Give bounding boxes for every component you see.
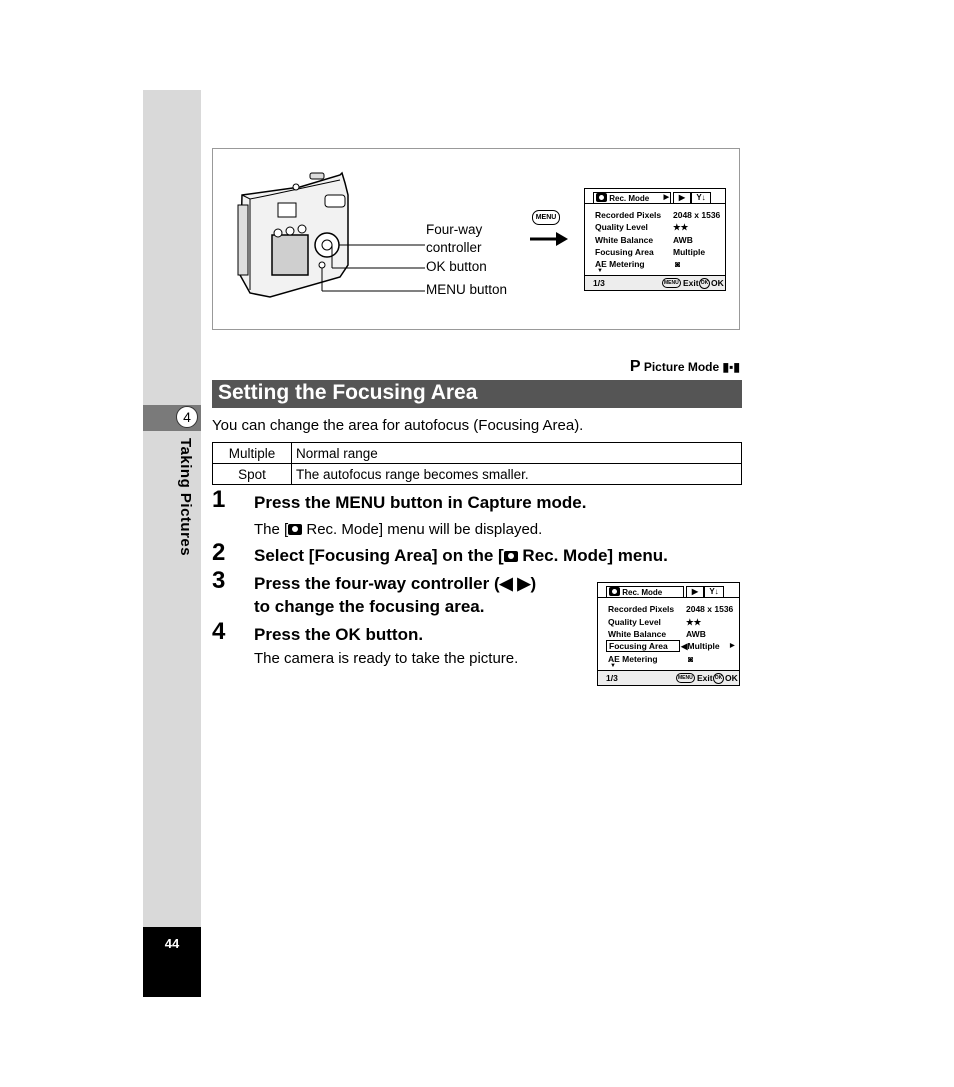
lcd-screen-bottom xyxy=(597,582,740,686)
ok-key-icon: OK xyxy=(699,278,710,289)
lcd-row-value: ★★ xyxy=(686,617,702,627)
ok-key-icon: OK xyxy=(713,673,724,684)
camera-icon xyxy=(596,193,607,202)
arrow-right-icon xyxy=(528,230,570,248)
menu-button-label: MENU button xyxy=(426,282,508,297)
lcd-tab-play: ▶ xyxy=(673,192,691,203)
chapter-title: Taking Pictures xyxy=(177,438,194,557)
ok-button-icon xyxy=(322,240,332,250)
lcd-row-value: AWB xyxy=(673,235,693,245)
camera-icon xyxy=(288,524,302,535)
movie-mode-icon: ▮▪▮ xyxy=(722,360,740,374)
option-desc: Normal range xyxy=(292,443,742,464)
step-4-subtext: The camera is ready to take the picture. xyxy=(254,650,519,667)
step-4-text: Press the OK button. xyxy=(254,625,424,644)
menu-button-icon xyxy=(319,262,325,268)
four-way-label-line1: Four-way xyxy=(426,222,483,237)
lcd-row-value: ◙ xyxy=(675,259,681,269)
picture-mode-text: Picture Mode xyxy=(643,360,720,374)
step-3-text-line2: to change the focusing area. xyxy=(254,597,485,616)
lcd-tab-rec: Rec. Mode xyxy=(606,586,684,597)
lcd-row-label: Focusing Area xyxy=(595,247,654,257)
table-row xyxy=(213,443,742,464)
lcd-row-label: Quality Level xyxy=(608,617,661,627)
step-1-subtext: The [ Rec. Mode] menu will be displayed. xyxy=(254,521,543,538)
chapter-number: 4 xyxy=(176,406,198,428)
lcd-row-value: 2048 x 1536 xyxy=(673,210,721,220)
lcd-footer: 1/3 MENU Exit OK OK xyxy=(598,670,739,685)
lcd-tab-setup: Y↓ xyxy=(691,192,711,203)
lcd-row-value: AWB xyxy=(686,629,706,639)
option-name: Spot xyxy=(213,464,292,485)
lcd-row-label: Recorded Pixels xyxy=(595,210,662,220)
focusing-area-table xyxy=(212,442,742,485)
lcd-row-label: Quality Level xyxy=(595,222,648,232)
step-2-number: 2 xyxy=(212,539,226,566)
option-name: Multiple xyxy=(213,443,292,464)
scroll-down-icon: ▼ xyxy=(610,663,616,669)
menu-key-icon: MENU xyxy=(664,280,679,286)
four-way-label-line2: controller xyxy=(426,240,482,255)
section-title: Setting the Focusing Area xyxy=(218,381,478,404)
option-desc: The autofocus range becomes smaller. xyxy=(292,464,742,485)
lcd-row-label: Recorded Pixels xyxy=(608,604,675,614)
ok-button-label: OK button xyxy=(426,259,487,274)
step-3-text-line1: Press the four-way controller (◀ ▶) xyxy=(254,574,537,593)
lcd-tab-setup: Y↓ xyxy=(704,586,724,597)
camera-icon xyxy=(504,551,518,562)
table-row xyxy=(213,464,742,485)
lcd-footer: 1/3 MENU Exit OK OK xyxy=(585,275,725,290)
lcd-row-label: White Balance xyxy=(595,235,654,245)
p-mode-icon: P xyxy=(629,358,641,375)
step-4-number: 4 xyxy=(212,618,226,645)
picture-mode-indicator xyxy=(612,358,740,376)
lcd-row-value: 2048 x 1536 xyxy=(686,604,734,614)
step-1-number: 1 xyxy=(212,486,226,513)
tab-arrow-icon: ▶ xyxy=(663,194,669,201)
intro-text: You can change the area for autofocus (Focusing Area). xyxy=(212,417,584,434)
camera-illustration xyxy=(230,165,430,305)
lcd-screen-top xyxy=(584,188,726,291)
lcd-row-label: AE Metering xyxy=(595,259,645,269)
camera-icon xyxy=(609,587,620,596)
lcd-row-value: ◙ xyxy=(688,654,694,664)
arrow-right-icon: ▶ xyxy=(730,643,735,649)
step-2-text: Select [Focusing Area] on the [ Rec. Mode] menu. xyxy=(254,546,668,565)
lcd-row-value: ★★ xyxy=(673,222,689,232)
step-3-number: 3 xyxy=(212,567,226,594)
lcd-tab-rec: Rec. Mode ▶ xyxy=(593,192,671,203)
lcd-tab-play: ▶ xyxy=(686,586,704,597)
lcd-row-value: ◀Multiple xyxy=(681,641,720,651)
scroll-down-icon: ▼ xyxy=(597,268,603,274)
lcd-row-label: AE Metering xyxy=(608,654,658,664)
menu-key-icon: MENU xyxy=(678,675,693,681)
lcd-row-label-selected: Focusing Area xyxy=(606,640,680,652)
step-1-text: Press the MENU button in Capture mode. xyxy=(254,493,587,512)
page-number: 44 xyxy=(164,936,180,951)
lcd-row-value: Multiple xyxy=(673,247,706,257)
lcd-row-label: White Balance xyxy=(608,629,667,639)
menu-key-icon: MENU xyxy=(532,210,560,225)
